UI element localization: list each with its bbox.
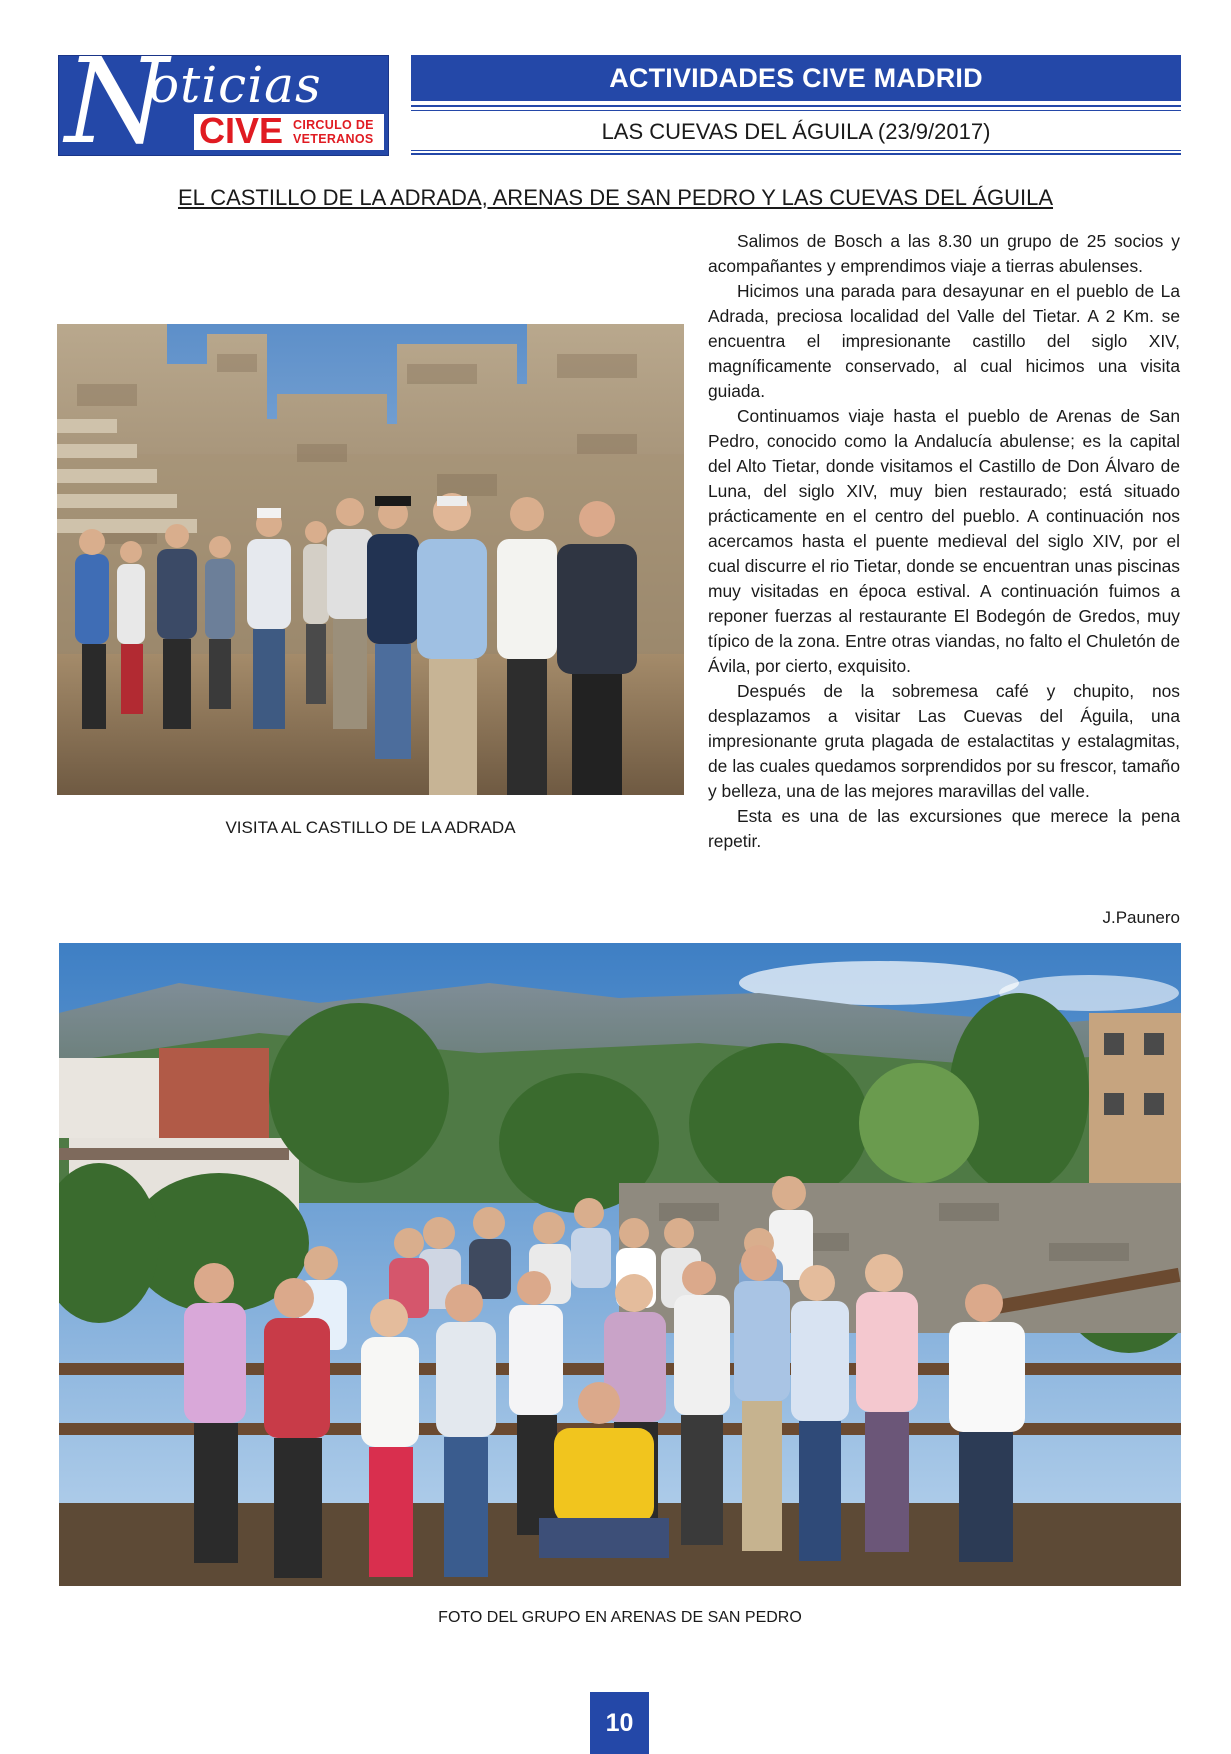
header-rule-top-1 (411, 105, 1181, 107)
article-paragraph: Después de la sobremesa café y chupito, nos desplazamos a visitar Las Cuevas del Águila, una impresionante gruta plagada de estalactitas y estalagmitas, de las cuales quedamos sorprendidos por su frescor, tamaño y belleza, una de las mejores maravillas del valle. (708, 681, 1180, 801)
noticias-cive-logo (58, 55, 389, 156)
logo-brand: CIVE (199, 110, 284, 151)
logo-subtitle-line2: VETERANOS (293, 132, 374, 146)
section-title: ACTIVIDADES CIVE MADRID (609, 63, 983, 93)
logo-subtitle (293, 118, 385, 146)
article-paragraph: Hicimos una parada para desayunar en el pueblo de La Adrada, preciosa localidad del Valle del Tietar. A 2 Km. se encuentra el impresionante castillo del siglo XIV, magníficamente conservado, al cual hicimos una visita guiada. (708, 281, 1180, 401)
group-photo-caption: FOTO DEL GRUPO EN ARENAS DE SAN PEDRO (438, 1609, 802, 1626)
article-paragraph: Salimos de Bosch a las 8.30 un grupo de 25 socios y acompañantes y emprendimos viaje a tierras abulenses. (708, 231, 1180, 276)
castle-photo-caption: VISITA AL CASTILLO DE LA ADRADA (225, 818, 516, 837)
article-body (708, 229, 1180, 854)
header-rule-top-2 (411, 110, 1181, 111)
header-rule-bottom-1 (411, 150, 1181, 151)
logo-subtitle-line1: CIRCULO DE (293, 118, 374, 132)
article-paragraph: Continuamos viaje hasta el pueblo de Arenas de San Pedro, conocido como la Andalucía abulense; es la capital del Alto Tietar, donde visitamos el Castillo de Don Álvaro de Luna, del siglo XIV, muy bien restaurado; está situado prácticamente en el centro del pueblo. A continuación nos acercamos hasta el puente medieval del siglo XIV, por el cual discurre el rio Tietar, donde se encuentran unas piscinas muy visitadas en época estival. A continuación fuimos a reponer fuerzas al restaurante El Bodegón de Gredos, muy típico de la zona. Entre otras viandas, no falto el Chuletón de Ávila, por cierto, exquisito. (708, 406, 1180, 676)
page-number: 10 (590, 1692, 649, 1754)
logo-letter: N (65, 55, 169, 156)
header-rule-bottom-2 (411, 153, 1181, 155)
article-paragraph: Esta es una de las excursiones que merece la pena repetir. (708, 806, 1180, 851)
logo-word: oticias (149, 56, 322, 114)
article-title: EL CASTILLO DE LA ADRADA, ARENAS DE SAN PEDRO Y LAS CUEVAS DEL ÁGUILA (177, 185, 1054, 210)
castle-photo (57, 324, 684, 795)
article-author: J.Paunero (1102, 908, 1180, 927)
group-photo (59, 943, 1181, 1586)
event-title: LAS CUEVAS DEL ÁGUILA (23/9/2017) (601, 119, 991, 144)
